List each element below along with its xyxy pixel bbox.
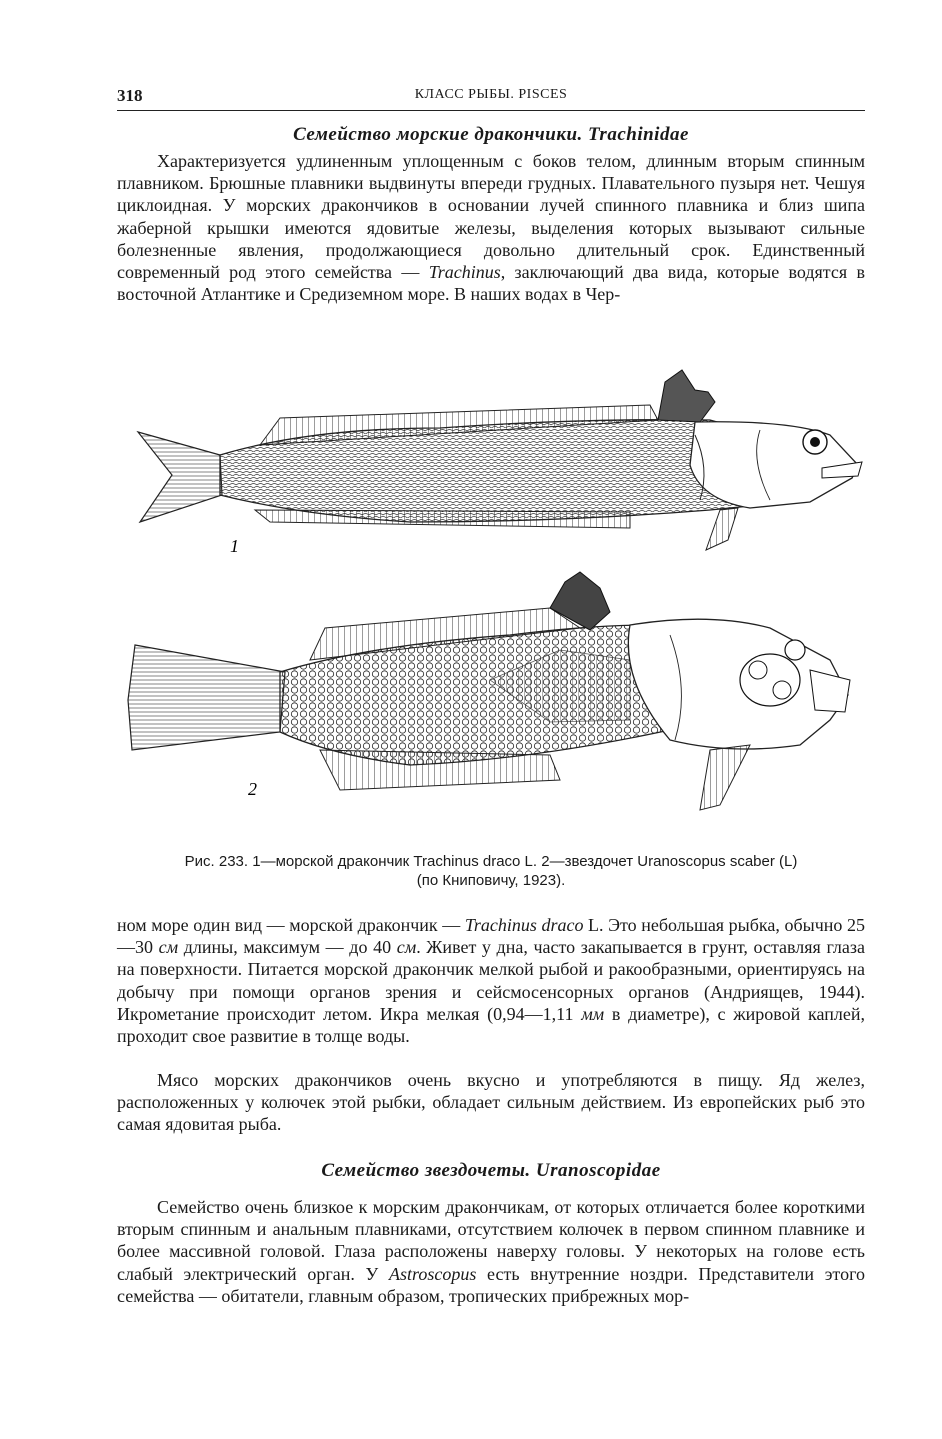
figure-label-2: 2 — [248, 779, 257, 799]
fish-trachinus-draco — [138, 370, 862, 556]
text-run: есть внутренние ноздри. Представители этого семейства — обитатели, главным образом, тропических прибрежных мор- — [117, 1263, 865, 1306]
text-run: Мясо морских дракончиков очень вкусно и употребляются в пищу. Яд желез, расположенных у колючек этой рыбки, обладает сильным действием. Из европейских рыб это самая ядовитая рыба. — [117, 1070, 865, 1135]
text-run: L. Это небольшая рыбка, обычно 25—30 — [117, 915, 865, 958]
text-run: Характеризуется удлиненным уплощенным с боков телом, длинным вторым спинным плавником. Брюшные плавники выдвинуты впереди грудных. Плавательного пузыря нет. Чешуя циклоидная. У морских дракончиков в основании лучей спинного плавника и близ шипа жаберной крышки имеются ядовитые железы, выделения которых вызывают сильные болезненные явления, продолжающиеся довольно длительный срок. Единственный современный род этого семейства — — [117, 151, 865, 283]
text-run: ном море один вид — морской дракончик — — [117, 915, 465, 935]
section-title-trachinidae: Семейство морские дракончики. Trachinidae — [293, 124, 689, 145]
figure-caption — [117, 852, 865, 890]
figure-233 — [110, 350, 880, 845]
latin-name: Trachinus — [428, 262, 501, 283]
caption-line-2: (по Книповичу, 1923). — [416, 872, 566, 889]
text-run: длины, максимум — до 40 — [178, 937, 397, 958]
fish-uranoscopus-scaber — [128, 572, 850, 810]
section-title-uranoscopidae: Семейство звездочеты. Uranoscopidae — [321, 1160, 661, 1181]
unit: см — [158, 937, 179, 958]
caption-line-1: Рис. 233. 1—морской дракончик Trachinus draco L. 2—звездочет Uranoscopus scaber (L) — [184, 853, 798, 870]
paragraph-uranoscopidae-intro — [117, 1196, 865, 1307]
text-run: , заключающий два вида, которые водятся в восточной Атлантике и Средиземном море. В наших водах в Чер- — [117, 262, 865, 305]
unit: мм — [581, 1003, 605, 1024]
paragraph-trachinidae-intro — [117, 150, 865, 305]
latin-name: Astroscopus — [388, 1263, 477, 1284]
latin-name: Trachinus draco — [464, 915, 584, 935]
paragraph-trachinus-draco — [117, 914, 865, 1047]
page-number: 318 — [117, 86, 143, 105]
text-run: . Живет у дна, часто закапывается в грунт, оставляя глаза на поверхности. Питается морской дракончик мелкой рыбой и ракообразными, ориентируясь на добычу при помощи органов зрения и сейсмосенсорных органов (Андриящев, 1944). Икрометание происходит летом. Икра мелкая (0,94—1,11 — [117, 937, 865, 1024]
unit: см — [396, 937, 417, 958]
paragraph-poison — [117, 1069, 865, 1136]
running-title: КЛАСС РЫБЫ. PISCES — [414, 87, 568, 102]
text-run: в диаметре), с жировой каплей, проходит свое развитие в толще воды. — [117, 1003, 865, 1047]
page-header — [117, 84, 865, 111]
figure-label-1: 1 — [230, 536, 239, 556]
text-run: Семейство очень близкое к морским дракончикам, от которых отличается более короткими вторым спинным и анальным плавниками, отсутствием колючек в первом спинном плавнике и более массивной головой. Глаза расположены наверху головы. У некоторых на голове есть слабый электрический орган. У — [117, 1197, 865, 1284]
